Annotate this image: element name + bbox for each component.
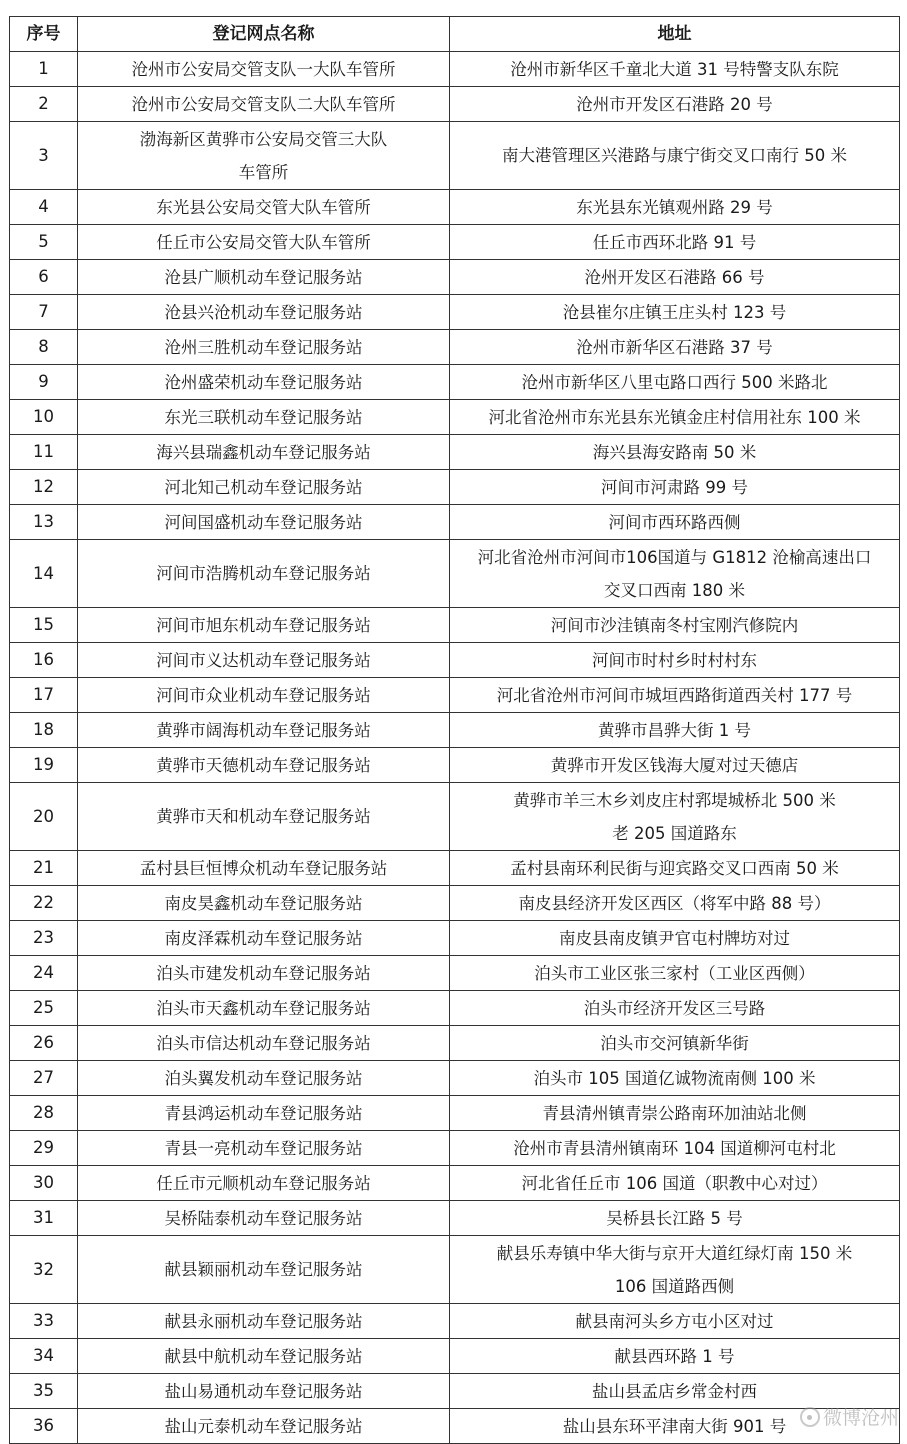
row-number: 18 — [10, 713, 78, 748]
address-line: 河北省沧州市河间市106国道与 G1812 沧榆高速出口 — [477, 547, 872, 567]
site-name-cell — [78, 921, 450, 956]
table-row — [10, 608, 900, 643]
table-row — [10, 505, 900, 540]
address-cell — [450, 991, 900, 1026]
row-number: 21 — [10, 851, 78, 886]
row-number: 26 — [10, 1026, 78, 1061]
header-site-name: 登记网点名称 — [78, 17, 450, 52]
address-cell — [450, 470, 900, 505]
table-row — [10, 52, 900, 87]
watermark-text: 微博沧州 — [822, 1407, 899, 1429]
address-line: 东光县东光镇观州路 29 号 — [576, 197, 773, 217]
table-row — [10, 851, 900, 886]
address-cell — [450, 956, 900, 991]
address-line: 任丘市西环北路 91 号 — [592, 232, 757, 252]
address-line: 盐山县东环平津南大街 901 号 — [562, 1416, 787, 1436]
address-line: 老 205 国道路东 — [612, 823, 737, 843]
site-name-cell — [78, 783, 450, 851]
address-cell — [450, 365, 900, 400]
address-line: 河北省沧州市河间市城垣西路街道西关村 177 号 — [496, 685, 853, 705]
site-name-cell — [78, 470, 450, 505]
address-cell — [450, 122, 900, 190]
address-line: 黄骅市羊三木乡刘皮庄村郛堤城桥北 500 米 — [513, 790, 836, 810]
site-name-cell — [78, 956, 450, 991]
site-name-line: 泊头市信达机动车登记服务站 — [156, 1033, 371, 1053]
table-header-row — [10, 17, 900, 52]
table-row — [10, 886, 900, 921]
header-address: 地址 — [450, 17, 900, 52]
table-row — [10, 643, 900, 678]
table-row — [10, 1304, 900, 1339]
row-number: 30 — [10, 1166, 78, 1201]
address-cell — [450, 748, 900, 783]
address-line: 交叉口西南 180 米 — [604, 580, 745, 600]
site-name-line: 青县鸿运机动车登记服务站 — [164, 1103, 363, 1123]
address-line: 盐山县孟店乡常金村西 — [592, 1381, 757, 1401]
address-line: 献县西环路 1 号 — [614, 1346, 735, 1366]
row-number: 24 — [10, 956, 78, 991]
address-cell — [450, 225, 900, 260]
address-cell — [450, 1201, 900, 1236]
address-cell — [450, 643, 900, 678]
table-row — [10, 1339, 900, 1374]
table-row — [10, 435, 900, 470]
address-line: 泊头市经济开发区三号路 — [583, 998, 766, 1018]
address-cell — [450, 540, 900, 608]
site-name-line: 河间市旭东机动车登记服务站 — [156, 615, 371, 635]
table-row — [10, 190, 900, 225]
site-name-line: 车管所 — [238, 162, 289, 182]
address-line: 南皮县经济开发区西区（将军中路 88 号） — [518, 893, 831, 913]
address-cell — [450, 851, 900, 886]
table-row — [10, 1374, 900, 1409]
site-name-cell — [78, 1166, 450, 1201]
site-name-line: 沧州盛荣机动车登记服务站 — [164, 372, 363, 392]
address-line: 沧州市青县清州镇南环 104 国道柳河屯村北 — [513, 1138, 836, 1158]
address-cell — [450, 1096, 900, 1131]
row-number: 11 — [10, 435, 78, 470]
address-line: 河间市河肃路 99 号 — [601, 477, 748, 497]
row-number: 13 — [10, 505, 78, 540]
address-cell — [450, 400, 900, 435]
site-name-line: 海兴县瑞鑫机动车登记服务站 — [156, 442, 371, 462]
row-number: 9 — [10, 365, 78, 400]
table-row — [10, 260, 900, 295]
address-cell — [450, 52, 900, 87]
table-row — [10, 365, 900, 400]
address-cell — [450, 1061, 900, 1096]
row-number: 35 — [10, 1374, 78, 1409]
address-cell — [450, 87, 900, 122]
table-row — [10, 991, 900, 1026]
table-row — [10, 921, 900, 956]
site-name-cell — [78, 225, 450, 260]
site-name-line: 泊头市天鑫机动车登记服务站 — [156, 998, 371, 1018]
row-number: 36 — [10, 1409, 78, 1444]
address-cell — [450, 260, 900, 295]
address-cell — [450, 783, 900, 851]
weibo-watermark — [800, 1403, 899, 1430]
address-cell — [450, 713, 900, 748]
table-row — [10, 1409, 900, 1444]
site-name-cell — [78, 1131, 450, 1166]
table-row — [10, 678, 900, 713]
row-number: 5 — [10, 225, 78, 260]
site-name-cell — [78, 851, 450, 886]
site-name-line: 南皮昊鑫机动车登记服务站 — [164, 893, 363, 913]
address-cell — [450, 1339, 900, 1374]
row-number: 1 — [10, 52, 78, 87]
address-cell — [450, 1131, 900, 1166]
site-name-cell — [78, 435, 450, 470]
site-name-line: 献县中航机动车登记服务站 — [164, 1346, 363, 1366]
site-name-cell — [78, 1339, 450, 1374]
site-name-line: 任丘市公安局交管大队车管所 — [156, 232, 371, 252]
site-name-line: 黄骅市天德机动车登记服务站 — [156, 755, 371, 775]
row-number: 25 — [10, 991, 78, 1026]
row-number: 22 — [10, 886, 78, 921]
site-name-line: 沧州三胜机动车登记服务站 — [164, 337, 363, 357]
row-number: 20 — [10, 783, 78, 851]
table-row — [10, 1096, 900, 1131]
address-cell — [450, 190, 900, 225]
table-row — [10, 713, 900, 748]
site-name-cell — [78, 886, 450, 921]
registration-table-container — [9, 16, 899, 1444]
site-name-cell — [78, 260, 450, 295]
site-name-line: 沧县兴沧机动车登记服务站 — [164, 302, 363, 322]
site-name-line: 黄骅市阔海机动车登记服务站 — [156, 720, 371, 740]
table-row — [10, 470, 900, 505]
site-name-cell — [78, 505, 450, 540]
row-number: 14 — [10, 540, 78, 608]
address-cell — [450, 921, 900, 956]
address-line: 黄骅市昌骅大街 1 号 — [598, 720, 751, 740]
site-name-cell — [78, 400, 450, 435]
row-number: 32 — [10, 1236, 78, 1304]
address-line: 河间市时村乡时村村东 — [592, 650, 757, 670]
table-body — [10, 52, 900, 1444]
site-name-cell — [78, 1304, 450, 1339]
site-name-cell — [78, 1201, 450, 1236]
row-number: 16 — [10, 643, 78, 678]
address-cell — [450, 1236, 900, 1304]
address-line: 海兴县海安路南 50 米 — [592, 442, 757, 462]
row-number: 27 — [10, 1061, 78, 1096]
site-name-cell — [78, 608, 450, 643]
address-cell — [450, 678, 900, 713]
row-number: 7 — [10, 295, 78, 330]
address-line: 沧州市新华区千童北大道 31 号特警支队东院 — [510, 59, 839, 79]
site-name-line: 盐山易通机动车登记服务站 — [164, 1381, 363, 1401]
address-line: 沧州市开发区石港路 20 号 — [576, 94, 773, 114]
site-name-line: 河间国盛机动车登记服务站 — [164, 512, 363, 532]
address-line: 献县南河头乡方屯小区对过 — [575, 1311, 774, 1331]
row-number: 28 — [10, 1096, 78, 1131]
address-line: 106 国道路西侧 — [614, 1276, 735, 1296]
site-name-line: 河间市义达机动车登记服务站 — [156, 650, 371, 670]
address-line: 河北省沧州市东光县东光镇金庄村信用社东 100 米 — [488, 407, 861, 427]
row-number: 17 — [10, 678, 78, 713]
row-number: 19 — [10, 748, 78, 783]
address-line: 孟村县南环利民街与迎宾路交叉口西南 50 米 — [510, 858, 839, 878]
address-line: 青县清州镇青崇公路南环加油站北侧 — [542, 1103, 807, 1123]
table-row — [10, 1131, 900, 1166]
table-row — [10, 783, 900, 851]
address-line: 河北省任丘市 106 国道（职教中心对过） — [521, 1173, 828, 1193]
address-line: 沧州市新华区石港路 37 号 — [576, 337, 773, 357]
address-cell — [450, 608, 900, 643]
table-row — [10, 295, 900, 330]
table-row — [10, 87, 900, 122]
row-number: 34 — [10, 1339, 78, 1374]
table-row — [10, 1201, 900, 1236]
site-name-line: 河北知己机动车登记服务站 — [164, 477, 363, 497]
address-cell — [450, 1166, 900, 1201]
address-line: 泊头市交河镇新华街 — [600, 1033, 749, 1053]
site-name-line: 青县一亮机动车登记服务站 — [164, 1138, 363, 1158]
weibo-logo-icon — [800, 1407, 820, 1427]
row-number: 29 — [10, 1131, 78, 1166]
site-name-cell — [78, 713, 450, 748]
address-cell — [450, 505, 900, 540]
site-name-cell — [78, 52, 450, 87]
address-cell — [450, 1304, 900, 1339]
site-name-cell — [78, 122, 450, 190]
site-name-line: 渤海新区黄骅市公安局交管三大队 — [139, 129, 388, 149]
site-name-cell — [78, 330, 450, 365]
site-name-cell — [78, 540, 450, 608]
site-name-line: 河间市众业机动车登记服务站 — [156, 685, 371, 705]
address-cell — [450, 330, 900, 365]
row-number: 15 — [10, 608, 78, 643]
row-number: 2 — [10, 87, 78, 122]
site-name-cell — [78, 1374, 450, 1409]
table-row — [10, 400, 900, 435]
row-number: 4 — [10, 190, 78, 225]
site-name-line: 献县颖丽机动车登记服务站 — [164, 1260, 363, 1279]
table-row — [10, 540, 900, 608]
address-line: 河间市沙洼镇南冬村宝刚汽修院内 — [550, 615, 799, 635]
table-row — [10, 330, 900, 365]
row-number: 12 — [10, 470, 78, 505]
site-name-line: 黄骅市天和机动车登记服务站 — [156, 807, 371, 826]
row-number: 10 — [10, 400, 78, 435]
site-name-cell — [78, 1409, 450, 1444]
address-line: 南大港管理区兴港路与康宁街交叉口南行 50 米 — [502, 146, 847, 165]
site-name-cell — [78, 295, 450, 330]
address-line: 沧州开发区石港路 66 号 — [584, 267, 765, 287]
table-row — [10, 956, 900, 991]
site-name-cell — [78, 87, 450, 122]
table-row — [10, 748, 900, 783]
site-name-line: 泊头市建发机动车登记服务站 — [156, 963, 371, 983]
address-cell — [450, 886, 900, 921]
site-name-line: 东光三联机动车登记服务站 — [164, 407, 363, 427]
site-name-line: 孟村县巨恒博众机动车登记服务站 — [139, 858, 388, 878]
site-name-cell — [78, 1236, 450, 1304]
address-line: 吴桥县长江路 5 号 — [606, 1208, 743, 1228]
site-name-line: 沧州市公安局交管支队二大队车管所 — [131, 94, 396, 114]
address-cell — [450, 1026, 900, 1061]
site-name-line: 河间市浩腾机动车登记服务站 — [156, 564, 371, 583]
site-name-cell — [78, 1096, 450, 1131]
row-number: 8 — [10, 330, 78, 365]
row-number: 33 — [10, 1304, 78, 1339]
site-name-cell — [78, 365, 450, 400]
site-name-cell — [78, 190, 450, 225]
site-name-line: 东光县公安局交管大队车管所 — [156, 197, 371, 217]
table-row — [10, 1061, 900, 1096]
address-cell — [450, 435, 900, 470]
site-name-cell — [78, 1026, 450, 1061]
site-name-line: 南皮泽霖机动车登记服务站 — [164, 928, 363, 948]
row-number: 6 — [10, 260, 78, 295]
header-number: 序号 — [10, 17, 78, 52]
site-name-line: 吴桥陆泰机动车登记服务站 — [164, 1208, 363, 1228]
site-name-line: 任丘市元顺机动车登记服务站 — [156, 1173, 371, 1193]
address-line: 泊头市 105 国道亿诚物流南侧 100 米 — [533, 1068, 816, 1088]
site-name-cell — [78, 748, 450, 783]
table-row — [10, 1236, 900, 1304]
site-name-line: 泊头翼发机动车登记服务站 — [164, 1068, 363, 1088]
registration-sites-table — [9, 16, 900, 1444]
site-name-line: 盐山元泰机动车登记服务站 — [164, 1416, 363, 1436]
address-line: 献县乐寿镇中华大街与京开大道红绿灯南 150 米 — [496, 1243, 853, 1263]
site-name-cell — [78, 678, 450, 713]
site-name-line: 沧州市公安局交管支队一大队车管所 — [131, 59, 396, 79]
address-line: 沧州市新华区八里屯路口西行 500 米路北 — [521, 372, 828, 392]
site-name-cell — [78, 643, 450, 678]
site-name-cell — [78, 1061, 450, 1096]
address-line: 沧县崔尔庄镇王庄头村 123 号 — [562, 302, 787, 322]
address-line: 泊头市工业区张三家村（工业区西侧） — [534, 963, 815, 983]
table-row — [10, 225, 900, 260]
address-line: 黄骅市开发区钱海大厦对过天德店 — [550, 755, 799, 775]
address-cell — [450, 295, 900, 330]
row-number: 23 — [10, 921, 78, 956]
table-row — [10, 122, 900, 190]
table-row — [10, 1026, 900, 1061]
site-name-cell — [78, 991, 450, 1026]
address-line: 南皮县南皮镇尹官屯村牌坊对过 — [559, 928, 790, 948]
row-number: 31 — [10, 1201, 78, 1236]
site-name-line: 献县永丽机动车登记服务站 — [164, 1311, 363, 1331]
address-line: 河间市西环路西侧 — [608, 512, 741, 532]
row-number: 3 — [10, 122, 78, 190]
site-name-line: 沧县广顺机动车登记服务站 — [164, 267, 363, 287]
table-row — [10, 1166, 900, 1201]
